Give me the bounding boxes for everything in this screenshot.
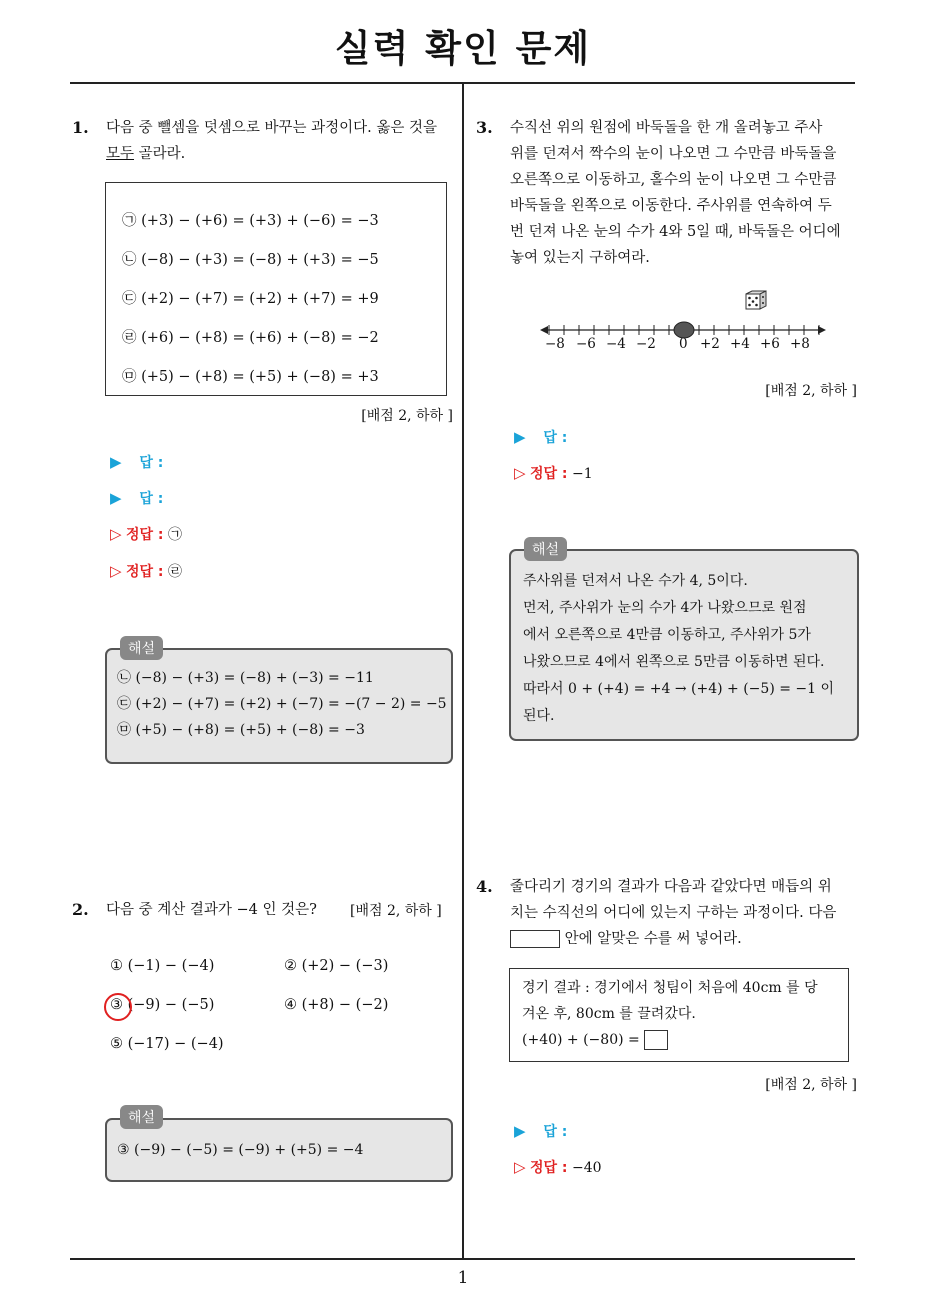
q3-correct-row: [514, 463, 593, 483]
q1-solution-box: [105, 648, 453, 764]
q3-score: [배점 2, 하하 ]: [765, 383, 857, 399]
question-2-number: 2.: [72, 900, 89, 919]
correct-label: 정답 :: [126, 527, 164, 543]
tick-label: −6: [576, 336, 596, 352]
q3-solution-tag: 해설: [524, 537, 567, 561]
question-4-box-text: [522, 975, 818, 1053]
correct-value: ㉣: [167, 564, 182, 580]
q2-option-1[interactable]: ① (−1) − (−4): [110, 958, 215, 974]
triangle-outline-icon: ▷: [514, 464, 526, 482]
q1-correct-row-1: [110, 524, 182, 544]
q1-correct-row-2: [110, 561, 182, 581]
answer-label: 답 :: [543, 430, 568, 446]
play-icon: ▶: [110, 489, 122, 507]
q1-answer-row-2[interactable]: [110, 488, 163, 508]
correct-value: ㉠: [167, 527, 182, 543]
q1-solution-line-2: ㉢ (+2) − (+7) = (+2) + (−7) = −(7 − 2) = −5: [117, 696, 447, 712]
question-1-text: [106, 115, 456, 167]
question-4-number: 4.: [476, 877, 493, 896]
question-1-line2: 골라라.: [134, 146, 186, 162]
blank-box: [644, 1030, 668, 1050]
blank-box: [510, 930, 560, 948]
column-divider: [462, 84, 464, 1259]
q2-solution-tag: 해설: [120, 1105, 163, 1129]
question-1-number: 1.: [72, 118, 89, 137]
q1-option-2: ㉡ (−8) − (+3) = (−8) + (+3) = −5: [122, 252, 379, 268]
play-icon: ▶: [110, 453, 122, 471]
q1-option-3: ㉢ (+2) − (+7) = (+2) + (+7) = +9: [122, 291, 379, 307]
box-line: (+40) + (−80) =: [522, 1032, 640, 1048]
tick-label: +6: [760, 336, 780, 352]
q3-answer-row[interactable]: [514, 427, 567, 447]
correct-value: −40: [571, 1160, 602, 1176]
question-3-text: [510, 115, 860, 271]
tick-labels: [540, 336, 830, 356]
question-4-box: [509, 968, 849, 1062]
question-3-line: 번 던져 나온 눈의 수가 4와 5일 때, 바둑돌은 어디에: [510, 224, 841, 240]
q1-solution-line-1: ㉡ (−8) − (+3) = (−8) + (−3) = −11: [117, 670, 374, 686]
q3-solution-line: 먼저, 주사위가 눈의 수가 4가 나왔으므로 원점: [523, 600, 807, 616]
question-4-text: [510, 874, 860, 952]
q1-option-5: ㉤ (+5) − (+8) = (+5) + (−8) = +3: [122, 369, 379, 385]
q1-answer-row-1[interactable]: [110, 452, 163, 472]
page-number: 1: [457, 1268, 469, 1288]
q4-answer-row[interactable]: [514, 1121, 567, 1141]
question-4-line: 안에 알맞은 수를 써 넣어라.: [560, 931, 742, 947]
dice-icon: [745, 290, 767, 312]
q4-score: [배점 2, 하하 ]: [765, 1077, 857, 1093]
q3-solution-line: 나왔으므로 4에서 왼쪽으로 5만큼 이동하면 된다.: [523, 654, 825, 670]
q1-score: [배점 2, 하하 ]: [361, 408, 453, 424]
correct-value: −1: [571, 466, 593, 482]
play-icon: ▶: [514, 428, 526, 446]
question-1-underlined: 모두: [106, 146, 135, 162]
correct-label: 정답 :: [530, 466, 568, 482]
answer-label: 답 :: [543, 1124, 568, 1140]
q2-solution-line-1: ③ (−9) − (−5) = (−9) + (+5) = −4: [117, 1142, 364, 1158]
q2-option-3[interactable]: ③ (−9) − (−5): [110, 997, 215, 1013]
correct-label: 정답 :: [126, 564, 164, 580]
question-4-line: 치는 수직선의 어디에 있는지 구하는 과정이다. 다음: [510, 905, 837, 921]
page-title: 실력 확인 문제: [334, 27, 592, 70]
question-2-text: 다음 중 계산 결과가 −4 인 것은?: [106, 902, 317, 918]
question-3-line: 수직선 위의 원점에 바둑돌을 한 개 올려놓고 주사: [510, 120, 823, 136]
box-line: 겨온 후, 80cm 를 끌려갔다.: [522, 1006, 696, 1022]
tick-label: +2: [700, 336, 720, 352]
question-4-line: 줄다리기 경기의 결과가 다음과 같았다면 매듭의 위: [510, 879, 832, 895]
tick-label: 0: [679, 336, 688, 352]
tick-label: +4: [730, 336, 750, 352]
q1-solution-line-3: ㉤ (+5) − (+8) = (+5) + (−8) = −3: [117, 722, 365, 738]
q2-score: [배점 2, 하하 ]: [350, 903, 442, 919]
q3-solution-line: 따라서 0 + (+4) = +4 → (+4) + (−5) = −1 이: [523, 681, 835, 697]
triangle-outline-icon: ▷: [514, 1158, 526, 1176]
question-3-line: 오른쪽으로 이동하고, 홀수의 눈이 나오면 그 수만큼: [510, 172, 837, 188]
box-line: 경기 결과 : 경기에서 청팀이 처음에 40cm 를 당: [522, 980, 818, 996]
q3-solution-box: [509, 549, 859, 741]
q4-correct-row: [514, 1157, 602, 1177]
question-3-number: 3.: [476, 118, 493, 137]
q2-option-4[interactable]: ④ (+8) − (−2): [284, 997, 389, 1013]
q1-option-4: ㉣ (+6) − (+8) = (+6) + (−8) = −2: [122, 330, 379, 346]
triangle-outline-icon: ▷: [110, 525, 122, 543]
q1-solution-tag: 해설: [120, 636, 163, 660]
q3-solution-line: 된다.: [523, 708, 555, 724]
correct-circle-mark: [104, 993, 132, 1021]
arrow-left-icon: [540, 326, 548, 334]
play-icon: ▶: [514, 1122, 526, 1140]
tick-label: −4: [606, 336, 626, 352]
q1-option-1: ㉠ (+3) − (+6) = (+3) + (−6) = −3: [122, 213, 379, 229]
tick-label: −2: [636, 336, 656, 352]
question-3-line: 바둑돌을 왼쪽으로 이동한다. 주사위를 연속하여 두: [510, 198, 832, 214]
answer-label: 답 :: [139, 491, 164, 507]
q2-option-5[interactable]: ⑤ (−17) − (−4): [110, 1036, 224, 1052]
tick-label: +8: [790, 336, 810, 352]
question-1-options-box: [105, 182, 447, 396]
q3-solution-line: 주사위를 던져서 나온 수가 4, 5이다.: [523, 573, 748, 589]
question-1-line1: 다음 중 뺄셈을 덧셈으로 바꾸는 과정이다. 옳은 것을: [106, 120, 438, 136]
question-3-line: 위를 던져서 짝수의 눈이 나오면 그 수만큼 바둑돌을: [510, 146, 837, 162]
q2-option-2[interactable]: ② (+2) − (−3): [284, 958, 389, 974]
correct-label: 정답 :: [530, 1160, 568, 1176]
question-3-line: 놓여 있는지 구하여라.: [510, 250, 650, 266]
triangle-outline-icon: ▷: [110, 562, 122, 580]
q3-solution-line: 에서 오른쪽으로 4만큼 이동하고, 주사위가 5가: [523, 627, 811, 643]
answer-label: 답 :: [139, 455, 164, 471]
tick-label: −8: [545, 336, 565, 352]
bottom-rule: [70, 1258, 855, 1260]
